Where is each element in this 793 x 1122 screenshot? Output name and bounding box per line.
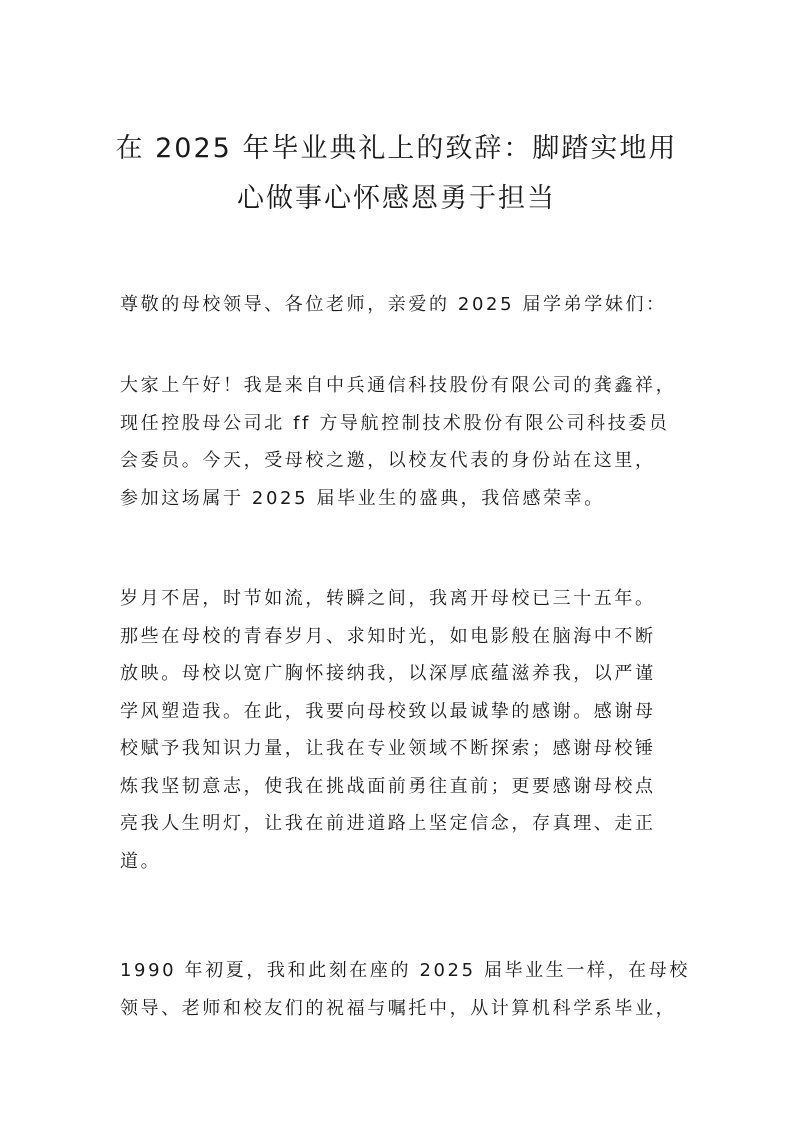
paragraph-line: 大家上午好！我是来自中兵通信科技股份有限公司的龚鑫祥， — [120, 375, 677, 396]
paragraph-3 — [120, 952, 690, 1027]
paragraph-line: 岁月不居，时节如流，转瞬之间，我离开母校已三十五年。 — [120, 588, 656, 609]
paragraph-line: 领导、老师和校友们的祝福与嘱托中，从计算机科学系毕业， — [120, 997, 677, 1019]
paragraph-line: 校赋予我知识力量，让我在专业领域不断探索；感谢母校锤 — [120, 738, 656, 759]
paragraph-line: 会委员。今天，受母校之邀，以校友代表的身份站在这里， — [120, 450, 656, 471]
paragraph-2 — [120, 580, 680, 880]
paragraph-line: 炼我坚韧意志，使我在挑战面前勇往直前；更要感谢母校点 — [120, 775, 656, 797]
paragraph-line: 学风塑造我。在此，我要向母校致以最诚挚的感谢。感谢母 — [120, 700, 656, 722]
paragraph-line: 放映。母校以宽广胸怀接纳我，以深厚底蕴滋养我，以严谨 — [120, 663, 656, 684]
paragraph-line: 那些在母校的青春岁月、求知时光，如电影般在脑海中不断 — [120, 625, 656, 647]
paragraph-line: 道。 — [120, 850, 162, 872]
paragraph-line: 亮我人生明灯，让我在前进道路上坚定信念，存真理、走正 — [120, 813, 656, 834]
paragraph-1 — [120, 367, 680, 517]
paragraph-line: 现任控股母公司北 ff 方导航控制技术股份有限公司科技委员 — [120, 412, 670, 434]
paragraph-line: 1990 年初夏，我和此刻在座的 2025 届毕业生一样，在母校 — [120, 960, 690, 981]
salutation — [120, 286, 680, 324]
salutation-text: 尊敬的母校领导、各位老师，亲爱的 2025 届学弟学妹们： — [120, 294, 667, 315]
paragraph-line: 参加这场属于 2025 届毕业生的盛典，我倍感荣幸。 — [120, 487, 605, 509]
title-line-2: 心做事心怀感恩勇于担当 — [237, 183, 556, 214]
document-title — [100, 124, 693, 224]
title-line-1: 在 2025 年毕业典礼上的致辞：脚踏实地用 — [115, 133, 678, 164]
